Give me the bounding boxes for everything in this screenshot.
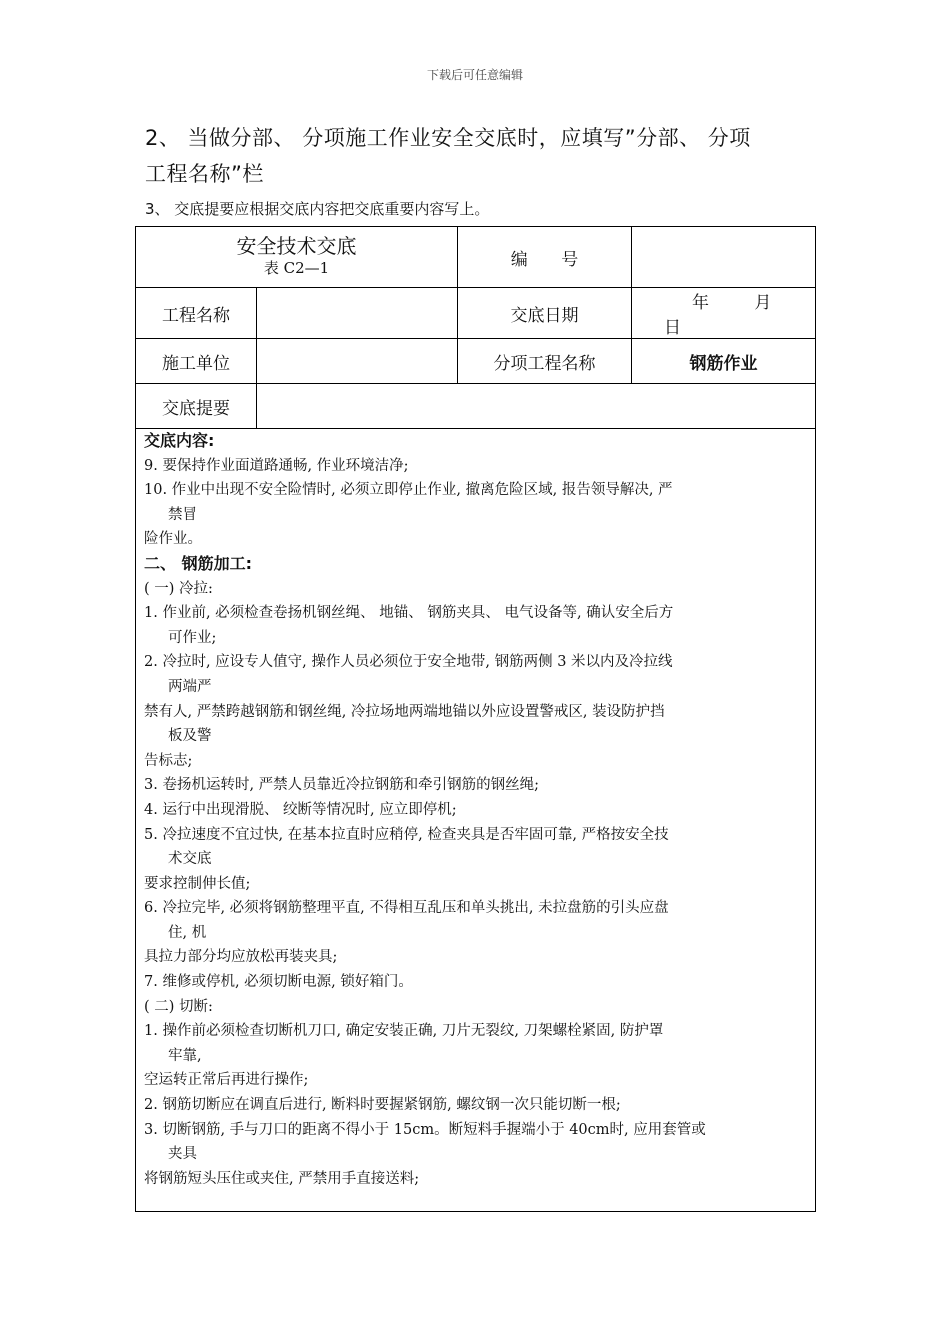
content-line: 险作业。 <box>144 531 202 548</box>
number-label: 编 号 <box>458 227 632 288</box>
content-line: 两端严 <box>168 678 212 695</box>
briefing-content <box>144 429 807 1191</box>
subitem-name-value[interactable]: 钢筋作业 <box>632 339 816 384</box>
briefing-date-label: 交底日期 <box>458 288 632 339</box>
safety-briefing-form <box>135 226 816 1212</box>
content-line: 7. 维修或停机, 必须切断电源, 锁好箱门。 <box>144 974 413 991</box>
construction-unit-field[interactable] <box>257 339 458 384</box>
content-line: ( 一) 冷拉: <box>144 580 213 597</box>
date-month-label: 月 <box>754 293 772 313</box>
content-line: 空运转正常后再进行操作; <box>144 1072 309 1089</box>
content-line: 告标志; <box>144 752 193 769</box>
content-heading: 交底内容: <box>144 431 215 450</box>
content-line: 2. 钢筋切断应在调直后进行, 断料时要握紧钢筋, 螺纹钢一次只能切断一根; <box>144 1097 621 1114</box>
briefing-date-field[interactable] <box>632 288 816 339</box>
content-line: 板及警 <box>168 728 212 745</box>
content-line: 具拉力部分均应放松再装夹具; <box>144 949 338 966</box>
form-title-cell <box>136 227 458 288</box>
number-field[interactable] <box>632 227 816 288</box>
content-line: 将钢筋短头压住或夹住, 严禁用手直接送料; <box>144 1170 420 1187</box>
content-line: 4. 运行中出现滑脱、 绞断等情况时, 应立即停机; <box>144 801 457 818</box>
content-line: 3. 切断钢筋, 手与刀口的距离不得小于 15cm。断短料手握端小于 40cm时, 应用套管或 <box>144 1121 706 1138</box>
summary-label: 交底提要 <box>136 384 257 429</box>
form-code: 表 C2—1 <box>263 259 330 277</box>
project-name-field[interactable] <box>257 288 458 339</box>
content-line: 3. 卷扬机运转时, 严禁人员靠近冷拉钢筋和牵引钢筋的钢丝绳; <box>144 777 540 794</box>
content-line: 6. 冷拉完毕, 必须将钢筋整理平直, 不得相互乱压和单头挑出, 未拉盘筋的引头应盘 <box>144 900 669 917</box>
content-line: 2. 冷拉时, 应设专人值守, 操作人员必须位于安全地带, 钢筋两侧 3 米以内及冷拉线 <box>144 654 673 671</box>
content-line: 二、 钢筋加工: <box>144 553 252 573</box>
content-line: 禁冒 <box>168 506 197 523</box>
date-day-label: 日 <box>664 318 681 338</box>
briefing-content-cell <box>136 429 816 1212</box>
content-line: 要求控制伸长值; <box>144 875 251 892</box>
watermark-text: 下载后可任意编辑 <box>426 68 523 82</box>
content-line: 1. 操作前必须检查切断机刀口, 确定安装正确, 刀片无裂纹, 刀架螺栓紧固, 防护罩 <box>144 1023 664 1040</box>
form-title: 安全技术交底 <box>236 234 357 258</box>
content-line: 牢靠, <box>168 1047 202 1064</box>
content-line: 1. 作业前, 必须检查卷扬机钢丝绳、 地锚、 钢筋夹具、 电气设备等, 确认安全后方 <box>144 605 674 622</box>
content-line: 禁有人, 严禁跨越钢筋和钢丝绳, 冷拉场地两端地锚以外应设置警戒区, 装设防护挡 <box>144 703 665 720</box>
instruction-note-2-continued: 工程名称”栏 <box>145 162 264 186</box>
instruction-note-3: 3、 交底提要应根据交底内容把交底重要内容写上。 <box>145 200 490 218</box>
content-line: 住, 机 <box>168 924 207 941</box>
content-line: 可作业; <box>168 629 217 646</box>
content-line: ( 二) 切断: <box>144 998 213 1015</box>
content-line: 5. 冷拉速度不宜过快, 在基本拉直时应稍停, 检查夹具是否牢固可靠, 严格按安全技 <box>144 826 669 843</box>
construction-unit-label: 施工单位 <box>136 339 257 384</box>
content-line: 术交底 <box>168 851 212 868</box>
content-line: 10. 作业中出现不安全险情时, 必须立即停止作业, 撤离危险区域, 报告领导解决, 严 <box>144 482 673 499</box>
content-line: 9. 要保持作业面道路通畅, 作业环境洁净; <box>144 457 409 474</box>
content-line: 夹具 <box>168 1146 197 1163</box>
summary-field[interactable] <box>257 384 816 429</box>
instruction-note-2: 2、 当做分部、 分项施工作业安全交底时，应填写”分部、 分项 <box>145 126 751 150</box>
subitem-name-label: 分项工程名称 <box>458 339 632 384</box>
date-year-label: 年 <box>692 293 709 313</box>
project-name-label: 工程名称 <box>136 288 257 339</box>
